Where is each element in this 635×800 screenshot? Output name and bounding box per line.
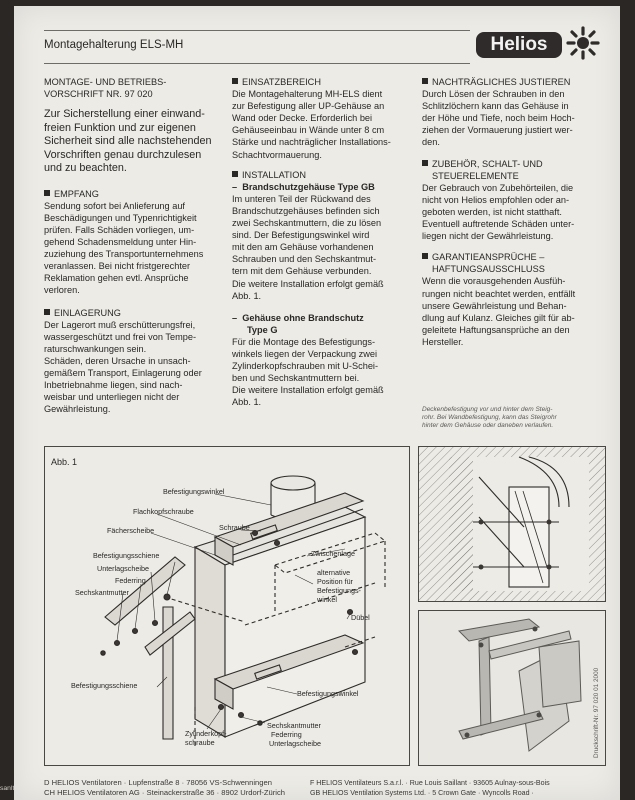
- text-line: Gehäuseeinbau in Wände unter 8 cm: [232, 125, 385, 136]
- einlagerung-text: [44, 319, 232, 416]
- g-text: [232, 336, 420, 409]
- text-line: mit den am Gehäuse vorhandenen: [232, 242, 374, 253]
- ceiling-mount-drawing: [419, 447, 605, 601]
- bullet-square-icon: [422, 253, 428, 259]
- text-line: zwei Sechskantmuttern, die zu lösen: [232, 218, 382, 229]
- text-line: Schäden, deren Ursache in unsach-: [44, 355, 191, 366]
- heading-text: HAFTUNGSAUSSCHLUSS: [432, 264, 545, 275]
- label-befestigungswinkel: Befestigungswinkel: [163, 487, 225, 496]
- doc-heading-line-1: MONTAGE- UND BETRIEBS-: [44, 77, 167, 87]
- label-zylinderkopfschraube: schraube: [185, 738, 215, 747]
- text-line: Abb. 1.: [232, 397, 262, 408]
- bullet-square-icon: [44, 190, 50, 196]
- label-alternative: Position für: [317, 577, 353, 586]
- text-line: prüfen. Falls Schäden vorliegen, um-: [44, 224, 195, 235]
- text-line: unsere Gewährleistung und Behan-: [422, 300, 567, 311]
- label-befestigungsschiene: Befestigungsschiene: [93, 551, 160, 560]
- heading-text: STEUERELEMENTE: [432, 170, 519, 181]
- footer-address-ch: CH HELIOS Ventilatoren AG · Steinackerstraße 36 · 8902 Urdorf-Zürich: [44, 788, 285, 797]
- doc-heading-line-2: VORSCHRIFT NR. 97 020: [44, 89, 153, 100]
- text-line: geleitete Haftungsansprüche an den: [422, 324, 570, 335]
- document-code: Druckschrift-Nr. 97 020 01 2000: [593, 667, 600, 758]
- label-alternative: winkel: [317, 595, 337, 604]
- text-line: gemäßem Transport, Einlagerung oder: [44, 368, 202, 378]
- text-line: Gewährleistung.: [44, 404, 111, 415]
- text-line: winkels liegen der Verpackung zwei: [232, 348, 378, 359]
- label-zwischenlage: Zwischenlage: [311, 549, 355, 558]
- intro-line: freien Funktion und zur eigenen: [44, 121, 196, 134]
- caption-line: Deckenbefestigung vor und hinter dem Steig-: [422, 406, 553, 413]
- text-line: ben und Sechskantmuttern bei.: [232, 373, 360, 384]
- label-unterlagscheibe-bottom: Unterlagscheibe: [269, 739, 321, 748]
- footer-address-gb: GB HELIOS Ventilation Systems Ltd. · 5 Crown Gate · Wyncolls Road ·: [310, 789, 534, 797]
- heading-text: INSTALLATION: [242, 169, 306, 180]
- subheading-text: Gehäuse ohne Brandschutz: [242, 312, 364, 323]
- text-line: sind. Der Befestigungswinkel wird: [232, 230, 370, 241]
- subheading-type-g: – Gehäuse ohne Brandschutz: [232, 312, 364, 323]
- bullet-square-icon: [232, 78, 238, 84]
- bullet-square-icon: [422, 78, 428, 84]
- header-bottom-rule: [44, 63, 470, 64]
- text-line: Zylinderkopfschrauben mit U-Schei-: [232, 361, 379, 372]
- edge-mark: sanlt: [0, 785, 15, 792]
- label-flachkopfschraube: Flachkopfschraube: [133, 507, 194, 516]
- text-line: Im unteren Teil der Rückwand des: [232, 193, 371, 204]
- mounting-drawing: [45, 447, 409, 765]
- heading-text: NACHTRÄGLICHES JUSTIEREN: [432, 77, 571, 87]
- text-line: Stärke und nachträglicher Installations-: [232, 137, 391, 148]
- label-unterlagscheibe: Unterlagscheibe: [97, 564, 149, 573]
- intro-line: Sicherheit sind alle nachstehenden: [44, 135, 212, 148]
- label-sechskantmutter: Sechskantmutter: [75, 588, 129, 597]
- label-alternative: Befestigungs-: [317, 586, 361, 595]
- instruction-sheet: [14, 6, 620, 800]
- footer-address-fr: F HELIOS Ventilateurs S.a.r.l. · Rue Louis Saillant · 93605 Aulnay-sous-Bois: [310, 779, 550, 787]
- label-schraube: Schraube: [219, 523, 250, 532]
- text-line: nicht von Helios empfohlen oder an-: [422, 194, 570, 205]
- label-zylinderkopfschraube: Zylinderkopf-: [185, 729, 227, 738]
- bullet-square-icon: [44, 309, 50, 315]
- text-line: Beschädigungen und Typenrichtigkeit: [44, 212, 197, 223]
- text-line: Brandschutzgehäuses befinden sich: [232, 205, 380, 216]
- heading-text: EINLAGERUNG: [54, 307, 121, 318]
- zubehoer-text: [422, 182, 604, 242]
- text-line: wassergeschützt und frei von Tempe-: [44, 331, 197, 342]
- section-heading-garantie: [422, 251, 604, 263]
- gb-text: [232, 193, 420, 302]
- label-federring-bottom: Federring: [271, 730, 302, 739]
- bracket-photo: [419, 611, 605, 765]
- text-line: Wenn die vorausgehenden Ausfüh-: [422, 276, 566, 287]
- text-line: Wand oder Decke. Erforderlich bei: [232, 113, 373, 124]
- column-2: [232, 76, 420, 408]
- text-line: zuziehung des Transportunternehmens: [44, 249, 204, 260]
- text-line: ziehen der Vormauerung justiert wer-: [422, 125, 573, 136]
- section-heading-einlagerung: [44, 307, 232, 319]
- subheading-text: Type G: [247, 324, 278, 335]
- footer-address-de: D HELIOS Ventilatoren · Lupfenstraße 8 · 78056 VS-Schwenningen: [44, 778, 272, 787]
- label-federring: Federring: [115, 576, 146, 585]
- heading-text: ZUBEHÖR, SCHALT- UND: [432, 158, 543, 169]
- text-line: Die weitere Installation erfolgt gemäß: [232, 278, 384, 289]
- logo-wordmark: Helios: [476, 32, 562, 58]
- text-line: weisbar und unterliegen nicht der: [44, 392, 180, 403]
- text-line: rungen nicht beachtet werden, entfällt: [422, 288, 576, 299]
- text-line: gehend Schadensmeldung unter Hin-: [44, 237, 197, 248]
- text-line: Der Lagerort muß erschütterungsfrei,: [44, 319, 196, 330]
- text-line: Durch Lösen der Schrauben in den: [422, 89, 565, 100]
- figure-caption: [422, 406, 602, 430]
- text-line: raturschwankungen sein.: [44, 343, 147, 354]
- figure-bracket-photo: [418, 610, 606, 766]
- text-line: dlung auf Kulanz. Gleiches gilt für ab-: [422, 312, 575, 323]
- text-line: Abb. 1.: [232, 290, 262, 301]
- column-1: [44, 76, 232, 415]
- header-top-rule: [44, 30, 470, 31]
- text-line: geboten werden, ist nicht statthaft.: [422, 206, 562, 217]
- section-heading-einsatzbereich: [232, 76, 420, 88]
- section-heading-justieren: [422, 76, 604, 88]
- empfang-text: [44, 200, 232, 297]
- heading-text: EMPFANG: [54, 188, 99, 199]
- text-line: Schachtvormauerung.: [232, 149, 322, 160]
- caption-line: rohr. Bei Wandbefestigung, kann das Steigrohr: [422, 414, 557, 421]
- subheading-type-gb: – Brandschutzgehäuse Type GB: [232, 181, 375, 192]
- text-line: Die Montagehalterung MH-ELS dient: [232, 89, 383, 100]
- section-heading-installation: [232, 169, 420, 181]
- label-duebel: Dübel: [351, 613, 370, 622]
- text-line: Inbetriebnahme liegen, sind nach-: [44, 380, 183, 391]
- justieren-text: [422, 88, 604, 148]
- text-line: Hersteller.: [422, 336, 464, 347]
- figure-title: Abb. 1: [51, 457, 78, 467]
- column-3: [422, 76, 604, 348]
- text-line: tern mit dem Gehäuse verbunden.: [232, 266, 372, 277]
- caption-line: hinter dem Gehäuse oder daneben verlaufen.: [422, 422, 554, 429]
- section-heading-zubehoer: [422, 158, 604, 170]
- label-sechskantmutter-bottom: Sechskantmutter: [267, 721, 321, 730]
- label-faecherscheibe: Fächerscheibe: [107, 526, 155, 535]
- heading-text: EINSATZBEREICH: [242, 77, 321, 87]
- text-line: der Höhe und Tiefe, noch beim Hoch-: [422, 113, 575, 124]
- text-line: verloren.: [44, 285, 80, 296]
- text-line: Sendung sofort bei Anlieferung auf: [44, 200, 185, 211]
- subheading-text: Brandschutzgehäuse Type GB: [242, 181, 375, 192]
- sun-logo-icon: [566, 26, 600, 60]
- text-line: Reklamation gehen evtl. Ansprüche: [44, 273, 189, 284]
- text-line: Schrauben und den Sechskantmut-: [232, 254, 377, 265]
- page-title: Montagehalterung ELS-MH: [44, 39, 184, 51]
- helios-logo: [476, 26, 600, 62]
- bullet-square-icon: [422, 160, 428, 166]
- label-befestigungsschiene-bottom: Befestigungsschiene: [71, 681, 138, 690]
- text-line: Eventuell auftretende Schäden unter-: [422, 219, 575, 230]
- label-befestigungswinkel-bottom: Befestigungswinkel: [297, 689, 359, 698]
- intro-line: Zur Sicherstellung einer einwand-: [44, 108, 205, 121]
- intro-line: Vorschriften genau durchzulesen: [44, 148, 202, 161]
- figure-abb-1: [44, 446, 410, 766]
- section-heading-empfang: [44, 188, 232, 200]
- intro-line: und zu beachten.: [44, 162, 127, 175]
- text-line: Für die Montage des Befestigungs-: [232, 336, 375, 347]
- text-line: den.: [422, 137, 440, 148]
- intro-text: [44, 108, 232, 176]
- text-line: zur Befestigung aller UP-Gehäuse an: [232, 101, 385, 112]
- label-alternative: alternative: [317, 568, 351, 577]
- einsatz-text: [232, 88, 420, 161]
- heading-text: GARANTIEANSPRÜCHE –: [432, 252, 545, 263]
- text-line: liegen nicht der Gewährleistung.: [422, 231, 554, 242]
- garantie-text: [422, 275, 604, 348]
- text-line: Der Gebrauch von Zubehörteilen, die: [422, 182, 574, 193]
- text-line: Schlitzlöchern kann das Gehäuse in: [422, 101, 569, 112]
- bullet-square-icon: [232, 171, 238, 177]
- figure-ceiling-mount: [418, 446, 606, 602]
- text-line: Die weitere Installation erfolgt gemäß: [232, 385, 384, 396]
- text-line: veranlassen. Bei nicht fristgerechter: [44, 261, 191, 272]
